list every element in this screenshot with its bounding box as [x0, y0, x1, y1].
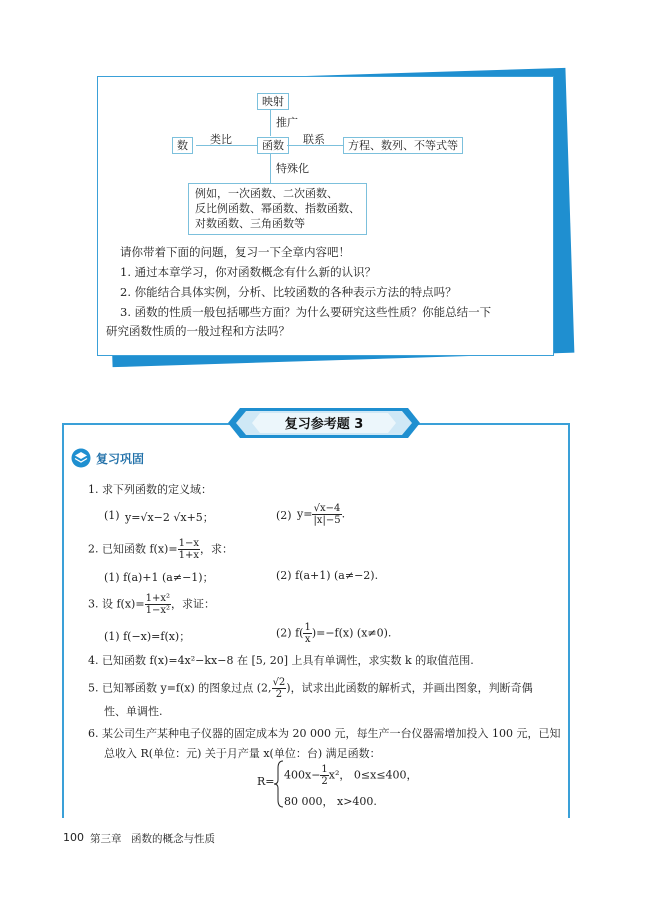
section-title: 复习参考题 3: [284, 417, 364, 432]
problem-2b: (2) f(a+1) (a≠−2).: [276, 569, 379, 582]
review-q2: 2. 你能结合具体实例，分析、比较函数的各种表示方法的特点吗？: [120, 285, 457, 299]
numerator: √2: [272, 677, 286, 688]
node-examples: [188, 183, 367, 235]
label-relate: 联系: [303, 133, 325, 146]
problem-3b-post: )=−f(x) (x≠0).: [311, 626, 392, 640]
examples-line: 反比例函数、幂函数、指数函数、: [195, 202, 360, 215]
problem-3-pre: 3. 设 f(x)=: [88, 597, 145, 611]
problem-5-line2: 性、单调性.: [104, 705, 163, 718]
problem-5-pre: 5. 已知幂函数 y=f(x) 的图象过点 (2,: [88, 681, 272, 695]
piecewise-brace: [274, 760, 284, 808]
examples-line: 例如，一次函数、二次函数、: [195, 187, 338, 200]
case1-post: x²， 0≤x≤400，: [328, 768, 418, 782]
problem-6-line2: 总收入 R(单位：元) 关于月产量 x(单位：台) 满足函数：: [104, 747, 381, 760]
problem-5: [88, 677, 533, 700]
numerator: √x−4: [313, 503, 341, 514]
line-function-examples: [270, 153, 271, 183]
problem-1b-y: y=: [297, 507, 313, 521]
page-number: 100: [63, 831, 84, 844]
node-function: 函数: [257, 137, 289, 154]
denominator: 2: [321, 776, 328, 787]
numerator: 1−x: [178, 538, 199, 549]
problem-3a: (1) f(−x)=f(x)；: [104, 630, 191, 643]
piecewise-R: R=: [257, 775, 275, 788]
problem-1b-label: (2): [276, 509, 292, 522]
footer-title: 函数的概念与性质: [131, 833, 215, 845]
subhead: 复习巩固: [96, 452, 145, 466]
denominator: 1+x: [178, 550, 199, 561]
piecewise-case-1: [284, 764, 418, 787]
line-mapping-function: [270, 109, 271, 136]
label-analogy: 类比: [210, 133, 232, 146]
problem-3: [88, 593, 215, 616]
problem-3-post: ，求证：: [170, 597, 215, 611]
problem-6-line1: 6. 某公司生产某种电子仪器的固定成本为 20 000 元，每生产一台仪器需增加投入 100 元，已知: [88, 727, 561, 740]
numerator: 1+x²: [145, 593, 170, 604]
fraction: [312, 503, 341, 526]
piecewise-case-2: 80 000， x>400.: [284, 795, 377, 808]
denominator: 1−x²: [145, 605, 170, 616]
review-q3-line2: 研究函数性质的一般过程和方法吗？: [106, 324, 290, 338]
problem-1: 1. 求下列函数的定义域：: [88, 483, 212, 496]
review-intro: 请你带着下面的问题，复习一下全章内容吧！: [120, 245, 350, 259]
footer-chapter: 第三章: [90, 833, 122, 845]
denominator: |x|−5: [313, 515, 341, 526]
problem-2a: (1) f(a)+1 (a≠−1)；: [104, 571, 214, 584]
denominator: x: [304, 634, 311, 645]
numerator: 1: [304, 622, 311, 633]
problem-3b-pre: (2) f(: [276, 626, 304, 640]
problem-3b: [276, 622, 391, 645]
node-number: 数: [172, 137, 193, 154]
problem-2-pre: 2. 已知函数 f(x)=: [88, 542, 178, 556]
review-q1: 1. 通过本章学习，你对函数概念有什么新的认识？: [120, 265, 377, 279]
section-frame-right: [568, 423, 570, 818]
fraction: [178, 538, 200, 561]
denominator: 2: [275, 689, 283, 700]
fraction: [145, 593, 171, 616]
case1-pre: 400x−: [284, 768, 321, 782]
fraction: [303, 622, 311, 645]
section-frame-left: [62, 423, 64, 818]
problem-2: [88, 538, 233, 561]
fraction: [320, 764, 328, 787]
label-specialize: 特殊化: [276, 162, 309, 175]
problem-4: 4. 已知函数 f(x)=4x²−kx−8 在 [5, 20] 上具有单调性，求实数 k 的取值范围.: [88, 654, 474, 667]
label-generalize: 推广: [276, 116, 298, 129]
node-equations: 方程、数列、不等式等: [343, 137, 463, 154]
examples-line: 对数函数、三角函数等: [195, 217, 305, 230]
problem-5-post: )，试求出此函数的解析式，并画出图象，判断奇偶: [286, 681, 533, 695]
problem-1a: y=√x−2 √x+5；: [125, 511, 214, 524]
review-q3-line1: 3. 函数的性质一般包括哪些方面？为什么要研究这些性质？你能总结一下: [120, 305, 492, 319]
fraction: [272, 677, 287, 700]
problem-1a-label: (1): [104, 509, 120, 522]
layers-icon: [71, 448, 91, 468]
problem-2-post: ，求：: [199, 542, 233, 556]
node-mapping: 映射: [257, 93, 289, 110]
problem-1b: y= $\frac{√x-4}{|x|-5}$ .: [297, 503, 346, 526]
numerator: 1: [321, 764, 328, 775]
